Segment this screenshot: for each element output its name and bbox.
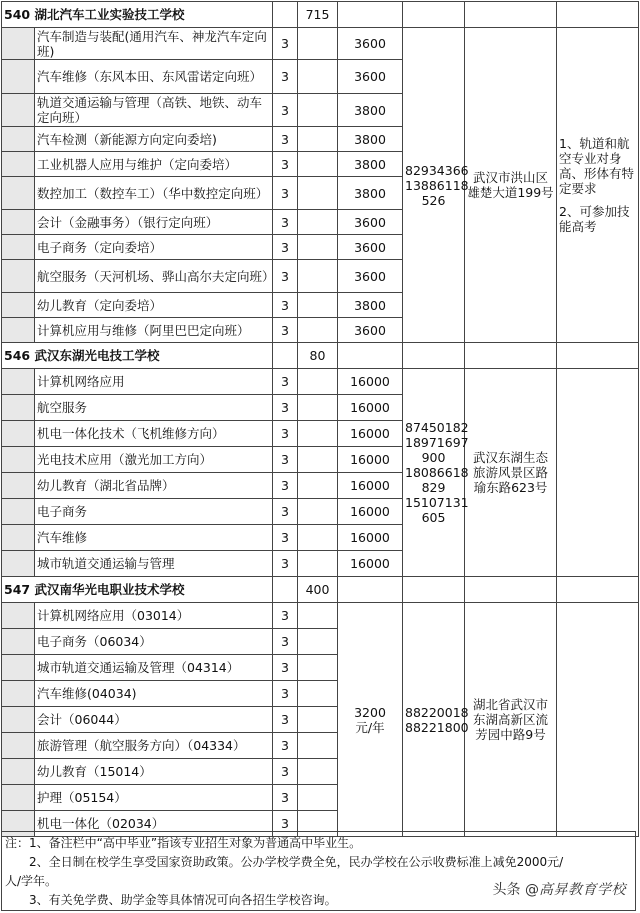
blank-cell — [298, 293, 338, 318]
blank-cell — [298, 60, 338, 94]
blank-cell — [2, 318, 35, 343]
blank-cell — [2, 235, 35, 260]
blank-cell — [298, 235, 338, 260]
major-name: 汽车检测（新能源方向定向委培) — [35, 127, 273, 152]
major-years: 3 — [273, 94, 298, 127]
blank-cell — [557, 343, 639, 369]
note-line: 人/学年。 — [5, 874, 58, 888]
blank-cell — [2, 28, 35, 60]
blank-cell — [298, 28, 338, 60]
major-name: 计算机应用与维修（阿里巴巴定向班） — [35, 318, 273, 343]
blank-cell — [465, 2, 557, 28]
remark-cell — [557, 369, 639, 577]
major-fee: 16000 — [338, 551, 403, 577]
blank-cell — [298, 318, 338, 343]
blank-cell — [298, 473, 338, 499]
blank-cell — [2, 785, 35, 811]
address-cell: 武汉东湖生态旅游风景区路瑜东路623号 — [465, 369, 557, 577]
major-years: 3 — [273, 707, 298, 733]
address-cell: 湖北省武汉市东湖高新区流芳园中路9号 — [465, 603, 557, 837]
blank-cell — [298, 447, 338, 473]
blank-cell — [298, 629, 338, 655]
major-name: 城市轨道交通运输及管理（04314） — [35, 655, 273, 681]
major-name: 光电技术应用（激光加工方向） — [35, 447, 273, 473]
blank-cell — [2, 681, 35, 707]
school-title — [2, 577, 273, 603]
phone-cell — [403, 369, 469, 577]
major-years: 3 — [273, 395, 298, 421]
major-name: 轨道交通运输与管理（高铁、地铁、动车定向班） — [35, 94, 273, 127]
major-years: 3 — [273, 473, 298, 499]
major-name: 汽车维修（东风本田、东风雷诺定向班） — [35, 60, 273, 94]
blank-cell — [298, 369, 338, 395]
blank-cell — [403, 577, 465, 603]
school-header-row — [2, 577, 639, 603]
major-name: 会计（金融事务）（银行定向班） — [35, 210, 273, 235]
watermark — [493, 879, 626, 899]
blank-cell — [298, 655, 338, 681]
blank-cell — [298, 177, 338, 210]
major-years: 3 — [273, 177, 298, 210]
blank-cell — [298, 525, 338, 551]
major-name: 幼儿教育（15014） — [35, 759, 273, 785]
blank-cell — [557, 2, 639, 28]
blank-cell — [2, 127, 35, 152]
phone-line: 88220018 — [405, 704, 469, 720]
blank-cell — [2, 473, 35, 499]
major-years: 3 — [273, 551, 298, 577]
major-name: 数控加工（数控车工）（华中数控定向班） — [35, 177, 273, 210]
blank-cell — [2, 177, 35, 210]
blank-cell — [2, 551, 35, 577]
school-title — [2, 2, 273, 28]
major-years: 3 — [273, 421, 298, 447]
major-years: 3 — [273, 629, 298, 655]
major-years: 3 — [273, 759, 298, 785]
blank-cell — [2, 707, 35, 733]
note-line: 2、全日制在校学生享受国家资助政策。公办学校学费全免，民办学校在公示收费标准上减免2000元/ — [5, 855, 564, 869]
major-years: 3 — [273, 127, 298, 152]
major-fee: 16000 — [338, 499, 403, 525]
major-name: 护理（05154） — [35, 785, 273, 811]
major-fee: 3800 — [338, 152, 403, 177]
table-row — [2, 369, 639, 395]
major-years: 3 — [273, 293, 298, 318]
major-years: 3 — [273, 811, 298, 837]
blank-cell — [298, 127, 338, 152]
admissions-table — [1, 1, 639, 837]
major-years: 3 — [273, 369, 298, 395]
blank-cell — [2, 499, 35, 525]
watermark-brand: 高昇教育学校 — [539, 882, 626, 898]
major-years: 3 — [273, 785, 298, 811]
blank-cell — [298, 152, 338, 177]
blank-cell — [2, 152, 35, 177]
major-years: 3 — [273, 235, 298, 260]
blank-cell — [2, 655, 35, 681]
major-years: 3 — [273, 60, 298, 94]
notes-section — [1, 831, 636, 911]
major-name: 航空服务 — [35, 395, 273, 421]
blank-cell — [338, 343, 403, 369]
major-years: 3 — [273, 525, 298, 551]
phone-line: 18971697 — [405, 435, 469, 450]
phone-line: 13886118 — [405, 177, 469, 193]
phone-line: 87450182 — [405, 420, 469, 435]
phone-line: 18086618 — [405, 465, 469, 480]
blank-cell — [2, 421, 35, 447]
blank-cell — [298, 260, 338, 293]
major-years: 3 — [273, 499, 298, 525]
major-name: 机电一体化技术（飞机维修方向） — [35, 421, 273, 447]
major-fee: 16000 — [338, 421, 403, 447]
address-cell: 武汉市洪山区雄楚大道199号 — [465, 28, 557, 343]
table-row — [2, 603, 639, 629]
major-years: 3 — [273, 152, 298, 177]
blank-cell — [2, 60, 35, 94]
major-years: 3 — [273, 603, 298, 629]
major-name: 城市轨道交通运输与管理 — [35, 551, 273, 577]
blank-cell — [298, 94, 338, 127]
major-fee: 16000 — [338, 525, 403, 551]
blank-cell — [298, 551, 338, 577]
phone-cell — [403, 603, 469, 837]
school-header-row — [2, 2, 639, 28]
blank-cell — [2, 293, 35, 318]
school-code: 547 — [4, 582, 31, 597]
major-fee: 16000 — [338, 369, 403, 395]
remark-cell — [557, 28, 639, 343]
major-fee: 3600 — [338, 60, 403, 94]
school-quota: 400 — [298, 577, 338, 603]
school-quota: 715 — [298, 2, 338, 28]
major-years: 3 — [273, 260, 298, 293]
table-row — [2, 28, 639, 60]
phone-cell — [403, 28, 469, 343]
major-years: 3 — [273, 655, 298, 681]
phone-line: 829 — [421, 480, 446, 495]
major-fee: 16000 — [338, 447, 403, 473]
blank-cell — [403, 2, 465, 28]
school-code: 546 — [4, 348, 31, 363]
blank-cell — [2, 759, 35, 785]
major-name: 会计（06044） — [35, 707, 273, 733]
major-name: 电子商务 — [35, 499, 273, 525]
blank-cell — [273, 343, 298, 369]
phone-line: 526 — [421, 192, 446, 208]
blank-cell — [298, 395, 338, 421]
major-years: 3 — [273, 318, 298, 343]
major-fee: 3800 — [338, 177, 403, 210]
major-name: 旅游管理（航空服务方向）（04334） — [35, 733, 273, 759]
major-fee: 3600 — [338, 210, 403, 235]
major-fee: 3600 — [338, 318, 403, 343]
blank-cell — [2, 210, 35, 235]
major-fee: 3800 — [338, 293, 403, 318]
blank-cell — [465, 343, 557, 369]
school-name: 武汉南华光电职业技术学校 — [34, 582, 185, 597]
major-fee: 16000 — [338, 473, 403, 499]
blank-cell — [465, 577, 557, 603]
fee-line: 3200 — [354, 704, 386, 720]
blank-cell — [2, 395, 35, 421]
major-years: 3 — [273, 210, 298, 235]
major-name: 幼儿教育（湖北省品牌） — [35, 473, 273, 499]
school-quota: 80 — [298, 343, 338, 369]
major-name: 工业机器人应用与维护（定向委培） — [35, 152, 273, 177]
blank-cell — [298, 733, 338, 759]
watermark-prefix: 头条 @ — [492, 882, 539, 898]
school-header-row — [2, 343, 639, 369]
major-name: 电子商务（定向委培） — [35, 235, 273, 260]
fee-cell — [338, 603, 403, 837]
blank-cell — [298, 707, 338, 733]
major-name: 汽车维修(04034) — [35, 681, 273, 707]
blank-cell — [298, 603, 338, 629]
school-code: 540 — [4, 7, 31, 22]
major-name: 汽车制造与装配(通用汽车、神龙汽车定向班) — [35, 28, 273, 60]
blank-cell — [2, 629, 35, 655]
remark-line: 2、可参加技能高考 — [559, 204, 630, 234]
major-years: 3 — [273, 28, 298, 60]
school-name: 湖北汽车工业实验技工学校 — [34, 7, 185, 22]
blank-cell — [2, 260, 35, 293]
blank-cell — [2, 525, 35, 551]
major-fee: 3600 — [338, 235, 403, 260]
major-fee: 16000 — [338, 395, 403, 421]
phone-line: 15107131 — [405, 495, 469, 510]
note-line: 3、有关免学费、助学金等具体情况可向各招生学校咨询。 — [5, 893, 337, 907]
phone-line: 605 — [421, 510, 446, 525]
blank-cell — [403, 343, 465, 369]
blank-cell — [273, 2, 298, 28]
major-name: 幼儿教育（定向委培） — [35, 293, 273, 318]
major-fee: 3800 — [338, 94, 403, 127]
blank-cell — [298, 681, 338, 707]
remark-cell — [557, 603, 639, 837]
major-name: 机电一体化（02034） — [35, 811, 273, 837]
blank-cell — [298, 499, 338, 525]
blank-cell — [298, 785, 338, 811]
major-name: 计算机网络应用（03014） — [35, 603, 273, 629]
blank-cell — [2, 369, 35, 395]
phone-line: 82934366 — [405, 162, 469, 178]
blank-cell — [2, 447, 35, 473]
major-name: 计算机网络应用 — [35, 369, 273, 395]
major-years: 3 — [273, 447, 298, 473]
blank-cell — [298, 210, 338, 235]
major-fee: 3800 — [338, 127, 403, 152]
phone-line: 88221800 — [405, 719, 469, 735]
phone-line: 900 — [421, 450, 446, 465]
blank-cell — [298, 421, 338, 447]
major-years: 3 — [273, 681, 298, 707]
major-fee: 3600 — [338, 260, 403, 293]
school-title — [2, 343, 273, 369]
blank-cell — [338, 577, 403, 603]
note-line: 注：1、备注栏中“高中毕业”指该专业招生对象为普通高中毕业生。 — [5, 836, 362, 850]
blank-cell — [557, 577, 639, 603]
blank-cell — [2, 603, 35, 629]
major-name: 汽车维修 — [35, 525, 273, 551]
major-name: 航空服务（天河机场、骅山高尔夫定向班） — [35, 260, 273, 293]
major-years: 3 — [273, 733, 298, 759]
major-fee: 3600 — [338, 28, 403, 60]
blank-cell — [2, 733, 35, 759]
school-name: 武汉东湖光电技工学校 — [34, 348, 160, 363]
blank-cell — [338, 2, 403, 28]
blank-cell — [298, 759, 338, 785]
blank-cell — [273, 577, 298, 603]
remark-line: 1、轨道和航空专业对身高、形体有特定要求 — [559, 136, 635, 196]
major-name: 电子商务（06034） — [35, 629, 273, 655]
blank-cell — [2, 94, 35, 127]
fee-line: 元/年 — [355, 719, 385, 735]
